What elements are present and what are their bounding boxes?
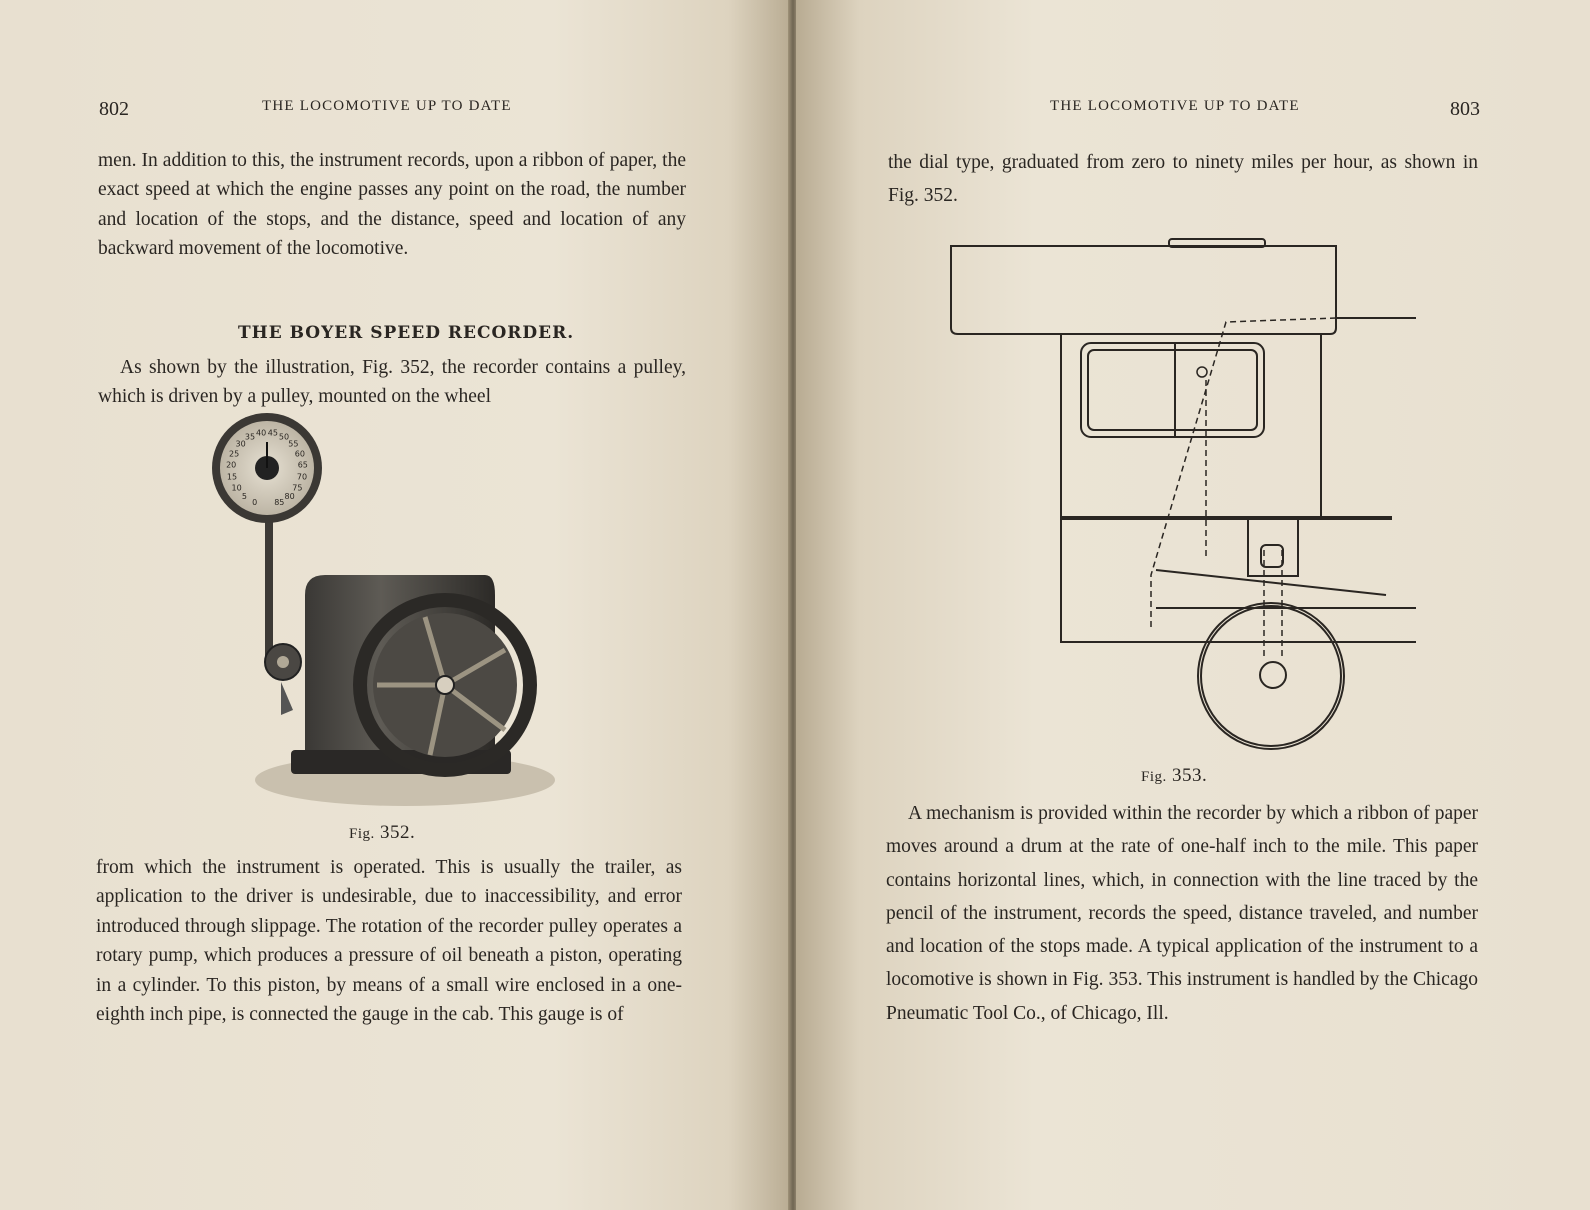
figure-caption-number: 352.: [380, 822, 416, 843]
dial-number: 75: [292, 483, 303, 493]
dial-number: 85: [274, 497, 285, 507]
paragraph-text: men. In addition to this, the instrument records, upon a ribbon of paper, the exact speed at which the engine passes any point on the road, the number and location of the stops, and the distance, speed and location of any backward movement of the locomotive.: [98, 150, 686, 260]
dial-number: 30: [235, 439, 246, 449]
running-head: THE LOCOMOTIVE UP TO DATE: [262, 98, 512, 114]
dial-number: 50: [278, 432, 290, 442]
dial-number: 35: [244, 432, 256, 442]
left-page: [0, 0, 792, 1210]
dial-number: 25: [229, 449, 240, 459]
paragraph: [888, 146, 1478, 212]
dial-number: 10: [231, 483, 242, 493]
dial-number: 60: [294, 449, 305, 459]
page-number: 802: [99, 98, 129, 120]
paragraph: [96, 853, 682, 1029]
paragraph: [886, 797, 1478, 1030]
paragraph-text: the dial type, graduated from zero to ninety miles per hour, as shown in Fig. 352.: [888, 152, 1478, 206]
section-title: THE BOYER SPEED RECORDER.: [238, 323, 575, 343]
speed-recorder-illustration: [205, 410, 565, 820]
dial-number: 70: [296, 472, 308, 482]
page-number: 803: [1450, 98, 1480, 120]
figure-caption-prefix: Fig.: [349, 826, 375, 842]
paragraph-text: A mechanism is provided within the recorder by which a ribbon of paper moves around a drum at the rate of one-half inch to the mile. This paper contains horizontal lines, which, in connection with the line traced by the pencil of the instrument, records the speed, distance traveled, and number and location of the stops made. A typical application of the instrument to a locomotive is shown in Fig. 353. This instrument is handled by the Chicago Pneumatic Tool Co., of Chicago, Ill.: [886, 803, 1478, 1024]
dial-number: 80: [284, 492, 295, 501]
figure-caption: [349, 822, 415, 844]
figure-caption-prefix: Fig.: [1141, 769, 1167, 785]
dial-number: 55: [288, 439, 299, 449]
paragraph: [98, 146, 686, 264]
figure-caption: [1141, 765, 1207, 787]
paragraph-text: As shown by the illustration, Fig. 352, the recorder contains a pulley, which is driven by a pulley, mounted on the wheel: [98, 357, 686, 408]
dial-number: 0: [252, 497, 258, 507]
paragraph-text: from which the instrument is operated. This is usually the trailer, as application to the driver is undesirable, due to inaccessibility, and error introduced through slippage. The rotation of the recorder pulley operates a rotary pump, which produces a pressure of oil beneath a piston, operating in a cylinder. To this piston, by means of a small wire enclosed in a one-eighth inch pipe, is connected the gauge in the cab. This gauge is of: [96, 857, 682, 1026]
dial-number: 45: [267, 428, 278, 438]
paragraph: [98, 353, 686, 412]
dial-number: 65: [297, 460, 308, 470]
dial-number: 5: [241, 492, 247, 501]
running-head: THE LOCOMOTIVE UP TO DATE: [1050, 98, 1300, 114]
dial-number: 15: [226, 472, 238, 482]
dial-number: 20: [226, 460, 237, 470]
figure-caption-number: 353.: [1172, 765, 1208, 786]
locomotive-cab-diagram: [946, 230, 1426, 760]
right-page: [796, 0, 1590, 1210]
dial-number: 40: [256, 428, 267, 438]
